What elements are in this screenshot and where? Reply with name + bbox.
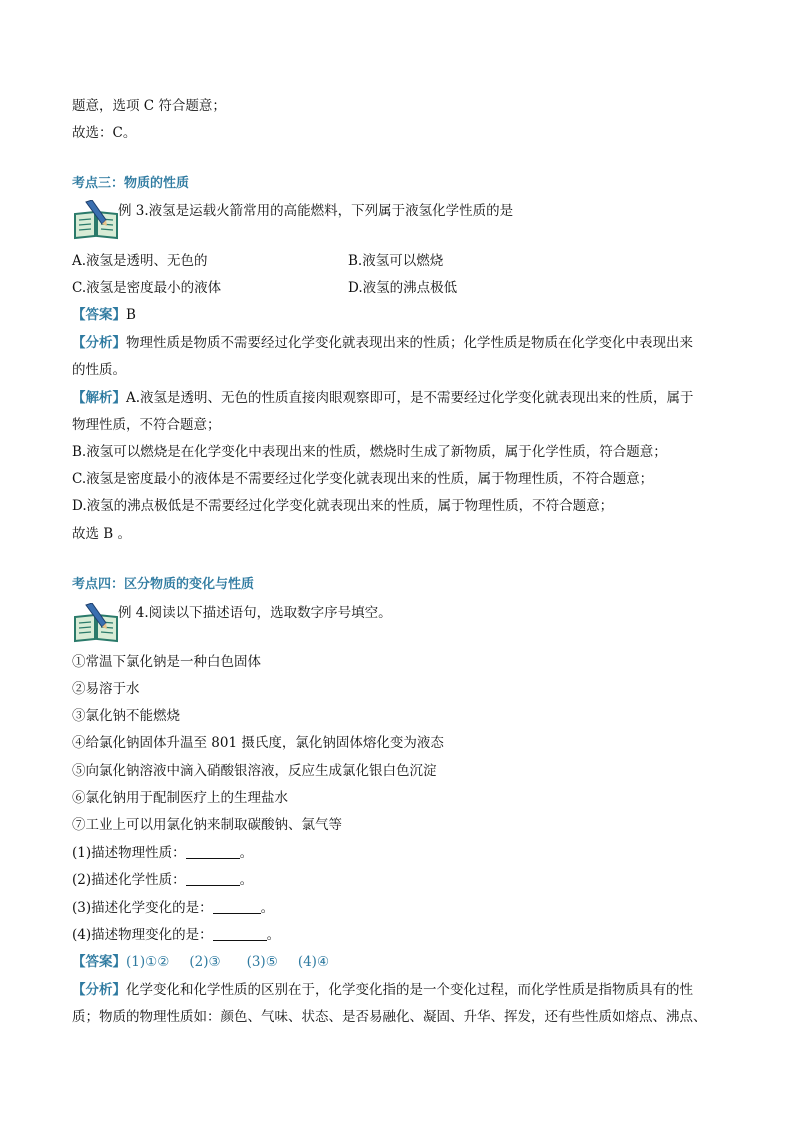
section-heading-3: 考点三：物质的性质 [72, 176, 190, 191]
text-line: 题意，选项 C 符合题意； [72, 98, 226, 114]
question-end: 。 [239, 845, 254, 861]
question-end: 。 [239, 872, 254, 888]
text-line: D.液氢的沸点极低是不需要经过化学变化就表现出来的性质，属于物理性质，不符合题意； [72, 498, 614, 514]
analysis-3 [72, 333, 693, 353]
fill-question-3 [72, 898, 274, 918]
answer-tag: 【答案】 [72, 307, 126, 323]
answer-4 [72, 952, 329, 972]
answer-q2-num: (2) [189, 954, 209, 970]
statement-item: ⑦工业上可以用氯化钠来制取碳酸钠、氯气等 [72, 817, 342, 833]
fill-question-2 [72, 870, 253, 890]
question-text: (4)描述物理变化的是： [72, 927, 213, 943]
answer-q1: ①② [145, 954, 170, 970]
explain-tag: 【解析】 [72, 390, 126, 406]
fill-question-4 [72, 925, 280, 945]
question-end: 。 [266, 927, 281, 943]
answer-q1-num: (1) [126, 954, 146, 970]
option-c: C.液氢是密度最小的液体 [72, 280, 222, 296]
analysis-text: 物理性质是物质不需要经过化学变化就表现出来的性质；化学性质是物质在化学变化中表现出来 [126, 335, 693, 351]
question-text: (2)描述化学性质： [72, 872, 186, 888]
fill-question-1 [72, 843, 253, 863]
statement-item: ①常温下氯化钠是一种白色固体 [72, 654, 261, 670]
answer-3 [72, 305, 136, 325]
option-d: D.液氢的沸点极低 [348, 280, 458, 296]
question-text: (1)描述物理性质： [72, 845, 186, 861]
statement-item: ⑤向氯化钠溶液中滴入硝酸银溶液，反应生成氯化银白色沉淀 [72, 763, 437, 779]
answer-q3-num: (3) [246, 954, 266, 970]
analysis-tag: 【分析】 [72, 335, 126, 351]
answer-blank[interactable] [186, 844, 240, 859]
answer-blank[interactable] [186, 871, 240, 886]
analysis-4 [72, 980, 693, 1000]
answer-tag: 【答案】 [72, 954, 126, 970]
answer-q4: ④ [316, 954, 330, 970]
book-pencil-icon [72, 200, 120, 240]
option-b: B.液氢可以燃烧 [348, 253, 444, 269]
statement-item: ③氯化钠不能燃烧 [72, 708, 180, 724]
statement-item: ④给氯化钠固体升温至 801 摄氏度，氯化钠固体熔化变为液态 [72, 735, 444, 751]
statement-item: ②易溶于水 [72, 681, 140, 697]
answer-blank[interactable] [213, 926, 267, 941]
book-pencil-icon [72, 603, 120, 643]
question-end: 。 [260, 900, 275, 916]
statement-item: ⑥氯化钠用于配制医疗上的生理盐水 [72, 790, 288, 806]
text-line: 物理性质，不符合题意； [72, 417, 221, 433]
example-4-question: 例 4.阅读以下描述语句，选取数字序号填空。 [118, 605, 392, 621]
answer-q2: ③ [208, 954, 221, 970]
answer-q4-num: (4) [297, 954, 317, 970]
text-line: C.液氢是密度最小的液体是不需要经过化学变化就表现出来的性质，属于物理性质，不符合题意； [72, 471, 654, 487]
answer-blank[interactable] [213, 899, 261, 914]
answer-q3: ⑤ [265, 954, 278, 970]
example-3-question: 例 3.液氢是运载火箭常用的高能燃料，下列属于液氢化学性质的是 [118, 203, 514, 219]
question-text: (3)描述化学变化的是： [72, 900, 213, 916]
analysis-tag: 【分析】 [72, 982, 126, 998]
explain-text: A.液氢是透明、无色的性质直接肉眼观察即可，是不需要经过化学变化就表现出来的性质，属于 [126, 390, 694, 406]
option-a: A.液氢是透明、无色的 [72, 253, 208, 269]
text-line: 故选：C。 [72, 125, 137, 141]
answer-value: B [126, 307, 136, 323]
text-line: B.液氢可以燃烧是在化学变化中表现出来的性质，燃烧时生成了新物质，属于化学性质，符合题意； [72, 444, 667, 460]
explain-3 [72, 388, 694, 408]
analysis-text: 化学变化和化学性质的区别在于，化学变化指的是一个变化过程，而化学性质是指物质具有的性 [126, 982, 693, 998]
text-line: 的性质。 [72, 362, 126, 378]
section-heading-4: 考点四：区分物质的变化与性质 [72, 577, 255, 592]
text-line: 质；物质的物理性质如：颜色、气味、状态、是否易融化、凝固、升华、挥发，还有些性质如熔点、沸点、 [72, 1009, 707, 1025]
text-line: 故选 B 。 [72, 526, 132, 542]
